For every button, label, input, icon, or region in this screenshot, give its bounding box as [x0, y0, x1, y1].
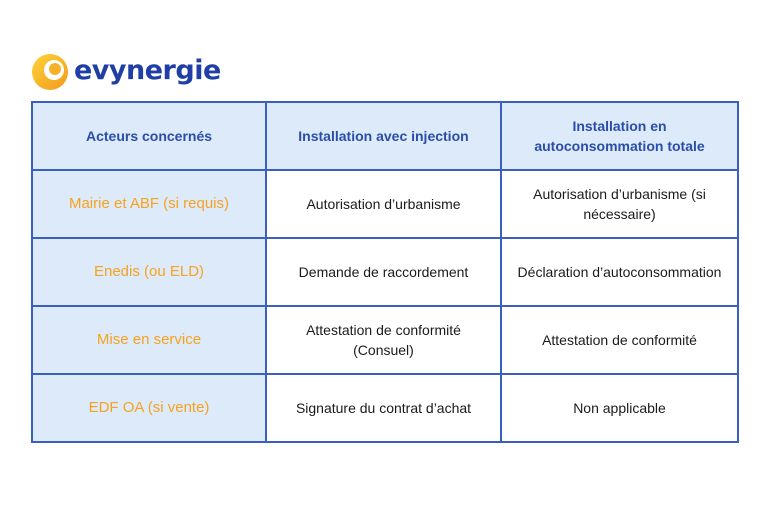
- injection-cell: Demande de raccordement: [266, 238, 501, 306]
- actor-cell: Mise en service: [32, 306, 266, 374]
- table-header-row: [32, 102, 738, 170]
- actor-cell: Enedis (ou ELD): [32, 238, 266, 306]
- table-row: [32, 306, 738, 374]
- autoconsommation-cell: Non applicable: [501, 374, 738, 442]
- actor-cell: EDF OA (si vente): [32, 374, 266, 442]
- injection-cell: Signature du contrat d’achat: [266, 374, 501, 442]
- autoconsommation-cell: Déclaration d’autoconsommation: [501, 238, 738, 306]
- brand-logo: [30, 50, 221, 94]
- autoconsommation-cell: Autorisation d’urbanisme (si nécessaire): [501, 170, 738, 238]
- table-row: [32, 170, 738, 238]
- injection-cell: Autorisation d’urbanisme: [266, 170, 501, 238]
- header-actors: Acteurs concernés: [32, 102, 266, 170]
- injection-cell: Attestation de conformité (Consuel): [266, 306, 501, 374]
- evynergie-logo-icon: [30, 52, 70, 92]
- autoconsommation-cell: Attestation de conformité: [501, 306, 738, 374]
- header-injection: Installation avec injection: [266, 102, 501, 170]
- header-autoconsommation: Installation en autoconsommation totale: [501, 102, 738, 170]
- requirements-table: [31, 101, 739, 443]
- table-row: [32, 374, 738, 442]
- table-row: [32, 238, 738, 306]
- actor-cell: Mairie et ABF (si requis): [32, 170, 266, 238]
- brand-name: evynergie: [74, 54, 221, 86]
